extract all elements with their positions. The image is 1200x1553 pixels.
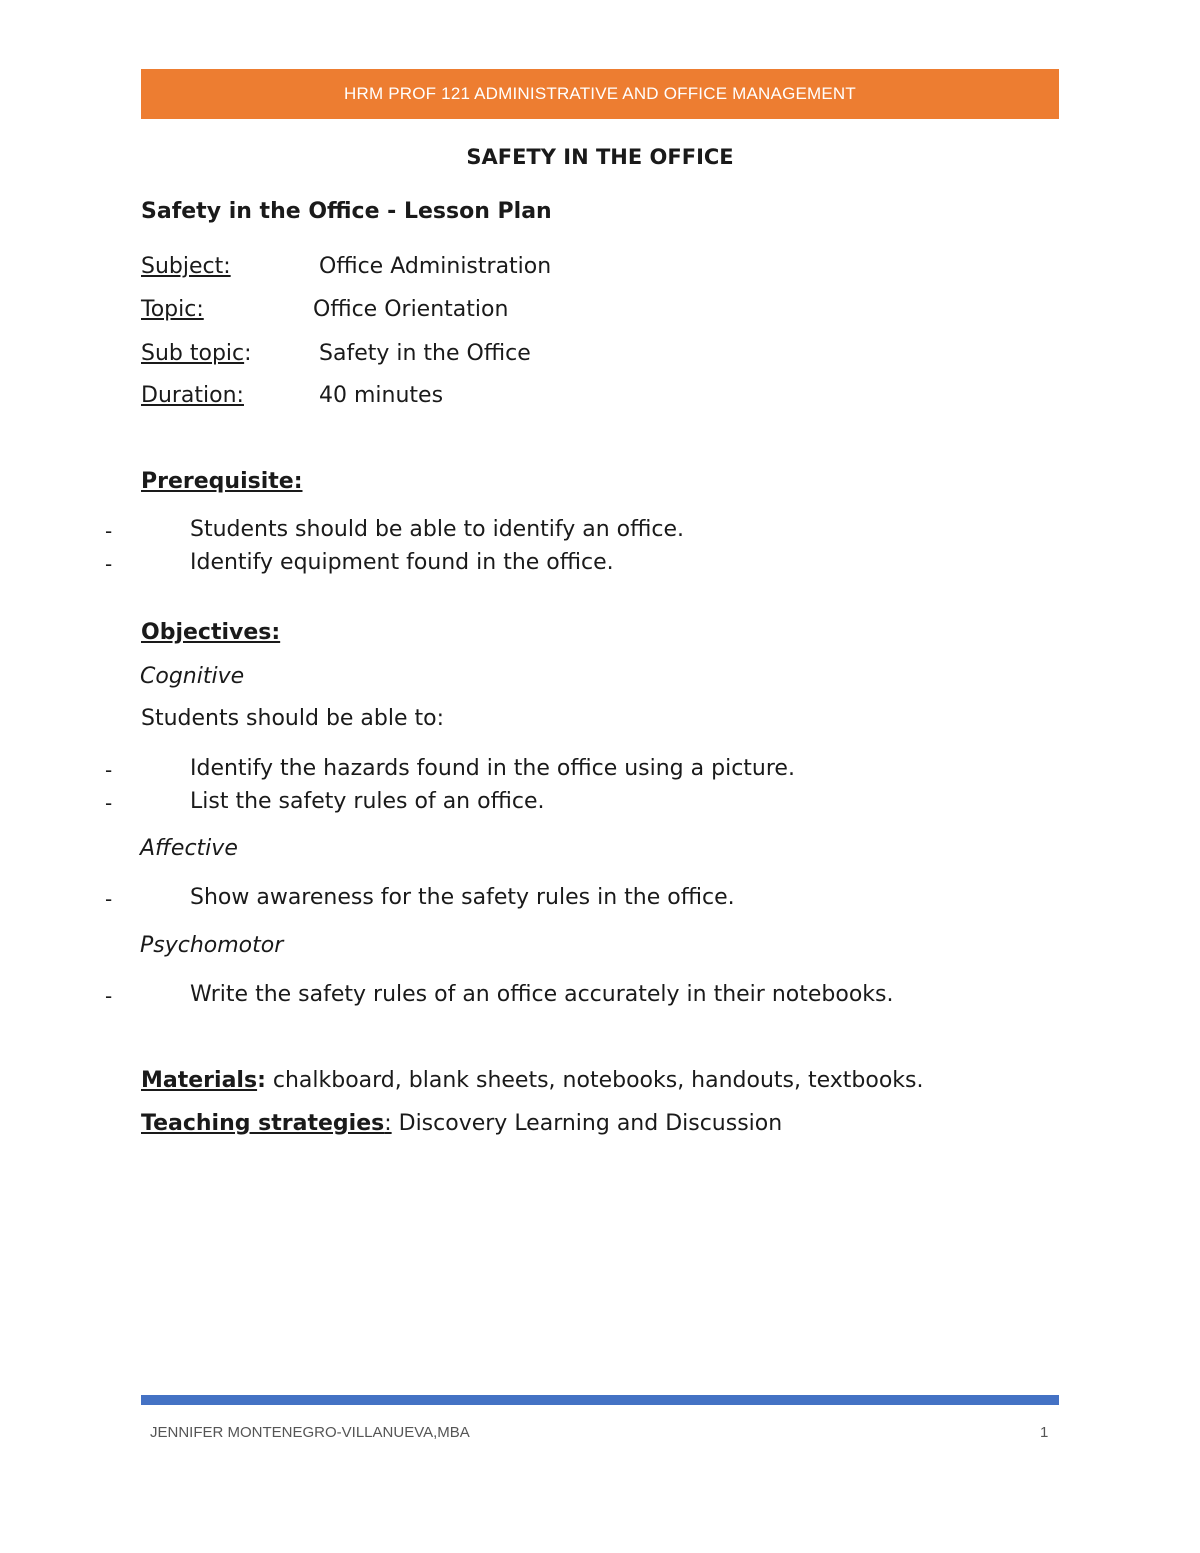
topic-value: Office Orientation xyxy=(313,297,509,322)
cognitive-intro: Students should be able to: xyxy=(141,706,445,731)
teaching-strategies-label: Teaching strategies xyxy=(141,1111,385,1136)
materials-line xyxy=(141,1068,924,1093)
course-header-text: HRM PROF 121 ADMINISTRATIVE AND OFFICE MANAGEMENT xyxy=(344,84,856,103)
psychomotor-item: Write the safety rules of an office accurately in their notebooks. xyxy=(190,982,894,1007)
sub-topic-label: Sub topic xyxy=(141,341,245,366)
cognitive-item: List the safety rules of an office. xyxy=(190,789,545,814)
affective-item: Show awareness for the safety rules in the office. xyxy=(190,885,735,910)
cognitive-heading: Cognitive xyxy=(140,664,245,689)
prerequisite-item: Students should be able to identify an office. xyxy=(190,517,685,542)
affective-heading: Affective xyxy=(140,836,238,861)
duration-value: 40 minutes xyxy=(319,383,444,408)
duration-label: Duration: xyxy=(141,383,244,408)
document-title: SAFETY IN THE OFFICE xyxy=(466,145,734,169)
prerequisite-item: Identify equipment found in the office. xyxy=(190,550,614,575)
sub-topic-label-group xyxy=(141,341,252,366)
bullet-marker: - xyxy=(105,791,113,815)
teaching-strategies-line xyxy=(141,1111,782,1136)
subject-value: Office Administration xyxy=(319,254,552,279)
bullet-marker: - xyxy=(105,887,113,911)
topic-label: Topic: xyxy=(141,297,204,322)
bullet-marker: - xyxy=(105,758,113,782)
teaching-strategies-colon: : xyxy=(384,1111,392,1136)
bullet-marker: - xyxy=(105,552,113,576)
bullet-marker: - xyxy=(105,984,113,1008)
lesson-plan-title: Safety in the Office - Lesson Plan xyxy=(141,199,552,224)
psychomotor-heading: Psychomotor xyxy=(140,933,284,958)
footer-author: JENNIFER MONTENEGRO-VILLANUEVA,MBA xyxy=(150,1424,470,1441)
materials-label: Materials xyxy=(141,1068,258,1093)
subject-label: Subject: xyxy=(141,254,231,279)
objectives-heading: Objectives: xyxy=(141,620,281,645)
materials-value: chalkboard, blank sheets, notebooks, handouts, textbooks. xyxy=(265,1068,924,1093)
materials-colon: : xyxy=(257,1068,266,1093)
cognitive-item: Identify the hazards found in the office using a picture. xyxy=(190,756,795,781)
prerequisite-heading: Prerequisite: xyxy=(141,469,303,494)
course-header-band xyxy=(141,69,1059,119)
bullet-marker: - xyxy=(105,519,113,543)
sub-topic-colon: : xyxy=(244,341,252,366)
sub-topic-value: Safety in the Office xyxy=(319,341,531,366)
teaching-strategies-value: Discovery Learning and Discussion xyxy=(391,1111,783,1136)
page-number: 1 xyxy=(1040,1424,1049,1441)
footer-rule xyxy=(141,1395,1059,1405)
